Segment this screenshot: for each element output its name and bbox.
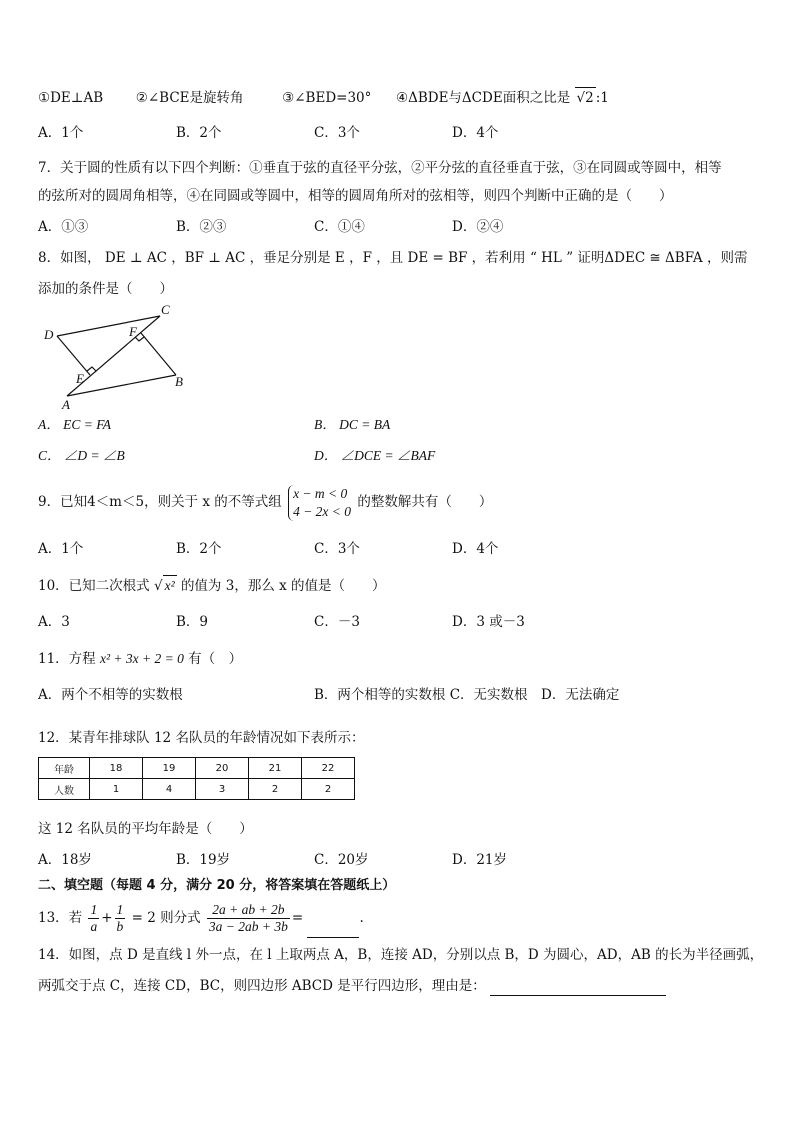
q14-answer-blank[interactable] <box>490 981 666 996</box>
q7-choice-d: D．②④ <box>452 219 504 235</box>
q13-fraction-1-over-b: $\frac{1}{b}$ <box>116 902 124 934</box>
q13-equals: = <box>291 910 304 926</box>
q8-figure <box>40 300 200 412</box>
q6-ratio: :1 <box>595 90 609 106</box>
label-b: B <box>175 374 183 389</box>
q6-choice-a: A．1个 <box>38 125 84 141</box>
q14-text-line1: 14．如图，点 D 是直线 l 外一点，在 l 上取两点 A，B，连接 AD，分别以点 B，D 为圆心，AD，AB 的长为半径画弧， <box>38 947 764 963</box>
label-e: E <box>76 371 84 386</box>
q12-choice-b: B．19岁 <box>176 852 231 868</box>
label-a: A <box>62 397 70 412</box>
label-d: D <box>44 327 54 342</box>
q8-choice-c: C． ∠D = ∠B <box>38 448 125 463</box>
table-row <box>39 779 355 800</box>
q9-choice-c: C．3个 <box>314 541 360 557</box>
q7-text-line2: 的弦所对的圆周角相等，④在同圆或等圆中，相等的圆周角所对的弦相等，则四个判断中正确的是（ ） <box>38 188 673 204</box>
q8-choice-d: D． ∠DCE = ∠BAF <box>314 448 436 463</box>
q8-text-line1: 8．如图， DE ⊥ AC ，BF ⊥ AC ，垂足分别是 E ，F ，且 DE = BF ，若利用 “ HL ” 证明ΔDEC ≅ ΔBFA ，则需 <box>38 250 748 266</box>
table-cell: 2 <box>249 779 302 800</box>
q6-item-2: ②∠BCE是旋转角 <box>135 90 244 106</box>
q10-prefix: 10．已知二次根式 <box>38 578 150 594</box>
q9-prefix: 9．已知4＜m＜5，则关于 x 的不等式组 <box>38 494 282 510</box>
q8-choice-b: B． DC = BA <box>314 417 391 432</box>
q7-text-line1: 7．关于圆的性质有以下四个判断：①垂直于弦的直径平分弦，②平分弦的直径垂直于弦，③在同圆或等圆中，相等 <box>38 160 722 176</box>
table-cell: 19 <box>143 758 196 779</box>
q12-choice-a: A．18岁 <box>38 852 92 868</box>
q11-suffix: 有（ ） <box>188 651 243 667</box>
q9-ineq-2: 4 − 2x < 0 <box>293 503 352 519</box>
table-cell: 2 <box>302 779 355 800</box>
table-cell: 21 <box>249 758 302 779</box>
q7-choice-a: A．①③ <box>38 219 89 235</box>
label-c: C <box>161 302 170 317</box>
q6-choice-b: B．2个 <box>176 125 222 141</box>
q9-text <box>38 482 492 522</box>
table-cell: 3 <box>196 779 249 800</box>
q6-item-4: ④ΔBDE与ΔCDE面积之比是 <box>395 90 571 106</box>
segment-de <box>57 336 90 375</box>
q13-prefix: 13．若 <box>38 910 83 926</box>
q8-choice-a: A． EC = FA <box>38 417 111 432</box>
table-row <box>39 758 355 779</box>
q7-choice-c: C．①④ <box>314 219 365 235</box>
q9-choice-d: D．4个 <box>452 541 499 557</box>
segment-bf <box>141 333 176 375</box>
q10-text <box>38 575 386 596</box>
q13-text <box>38 898 364 938</box>
q9-inequality-system <box>288 485 351 521</box>
q10-radicand: x² <box>163 575 177 596</box>
table-cell: 18 <box>90 758 143 779</box>
q13-mid: = 2 则分式 <box>131 910 201 926</box>
q9-choice-a: A．1个 <box>38 541 84 557</box>
q10-radical-sign: √ <box>153 578 163 594</box>
q10-suffix: 的值为 3，那么 x 的值是（ ） <box>180 578 386 594</box>
q10-choice-c: C．－3 <box>314 614 360 630</box>
q9-choice-b: B．2个 <box>176 541 222 557</box>
label-f: F <box>129 324 137 339</box>
q8-text-line2: 添加的条件是（ ） <box>38 281 173 297</box>
segment-dc <box>57 316 160 336</box>
q12-choice-d: D．21岁 <box>452 852 508 868</box>
q11-text <box>38 649 242 669</box>
q10-choice-b: B．9 <box>176 614 209 630</box>
q13-answer-blank[interactable] <box>307 923 359 938</box>
table-cell: 年龄 <box>39 758 90 779</box>
q13-fraction-1-over-a: $\frac{1}{a}$ <box>90 902 98 934</box>
q9-ineq-1: x − m < 0 <box>293 485 348 501</box>
q7-choice-b: B．②③ <box>176 219 227 235</box>
q10-choice-a: A．3 <box>38 614 70 630</box>
q9-suffix: 的整数解共有（ ） <box>357 494 493 510</box>
right-angle-e <box>87 367 96 371</box>
q6-sqrt-2: √2 <box>575 87 596 108</box>
q12-choice-c: C．20岁 <box>314 852 369 868</box>
table-cell: 人数 <box>39 779 90 800</box>
q13-end: . <box>359 910 364 926</box>
q6-choice-d: D．4个 <box>452 125 499 141</box>
q14-text-line2 <box>38 976 666 996</box>
table-cell: 4 <box>143 779 196 800</box>
q11-choice-bcd: B．两个相等的实数根 C．无实数根 D．无法确定 <box>314 687 620 703</box>
q13-plus: + <box>101 910 113 926</box>
q11-equation: x² + 3x + 2 = 0 <box>99 651 184 666</box>
q12-question: 这 12 名队员的平均年龄是（ ） <box>38 821 253 837</box>
q11-prefix: 11．方程 <box>38 651 96 667</box>
section-2-title: 二、填空题（每题 4 分，满分 20 分，将答案填在答题纸上） <box>38 878 396 893</box>
q6-item-1: ①DE⊥AB <box>38 90 104 106</box>
q12-age-table <box>38 757 355 800</box>
q6-statements <box>38 87 609 108</box>
table-cell: 22 <box>302 758 355 779</box>
q14-text-line2-content: 两弧交于点 C，连接 CD，BC，则四边形 ABCD 是平行四边形，理由是： <box>38 978 486 994</box>
q6-item-3: ③∠BED=30° <box>282 90 372 106</box>
q10-choice-d: D．3 或－3 <box>452 614 525 630</box>
q12-text: 12．某青年排球队 12 名队员的年龄情况如下表所示： <box>38 730 365 746</box>
table-cell: 20 <box>196 758 249 779</box>
q13-fraction-expression: $\frac{2a + ab + 2b}{3a - 2ab + 3b}$ <box>208 902 288 934</box>
q6-choice-c: C．3个 <box>314 125 360 141</box>
table-cell: 1 <box>90 779 143 800</box>
q11-choice-a: A．两个不相等的实数根 <box>38 687 183 703</box>
